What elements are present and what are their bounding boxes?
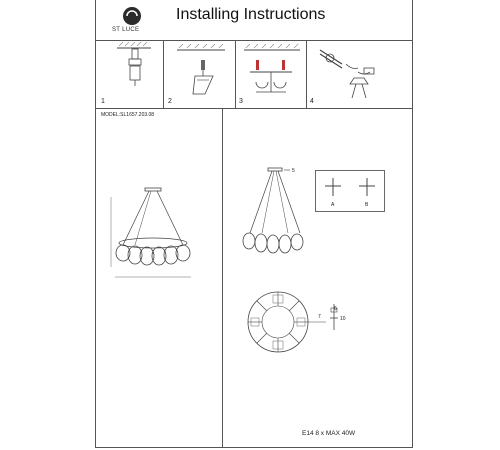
step-divider <box>163 40 164 108</box>
panel-divider <box>222 108 223 448</box>
step4-wiring-illustration <box>312 44 387 98</box>
page-title: Installing Instructions <box>176 6 326 23</box>
step-number: 4 <box>310 98 314 105</box>
step2-bracket-illustration <box>175 44 230 98</box>
dim-6: 6 <box>334 306 337 312</box>
brand-name: ST LUCE <box>112 27 140 33</box>
connector-detail-box <box>315 170 385 212</box>
product-dimension-drawing <box>105 185 215 290</box>
step-number: 2 <box>168 98 172 105</box>
steps-divider <box>95 108 413 109</box>
callout-5-label <box>290 164 302 174</box>
step3-canopy-illustration <box>242 44 302 98</box>
fixture-assembly-drawing <box>240 165 310 265</box>
plate-b-label: B <box>365 202 369 208</box>
exploded-ring-view <box>238 282 328 362</box>
dim-7: 7 <box>318 314 321 320</box>
step-number: 1 <box>101 98 105 105</box>
step-divider <box>235 40 236 108</box>
dim-10: 10 <box>340 316 346 322</box>
screw-detail <box>318 300 358 340</box>
callout-5: 5 <box>292 168 295 174</box>
step-divider <box>306 40 307 108</box>
model-number: MODEL:SL1657.203.08 <box>101 112 155 118</box>
step-number: 3 <box>239 98 243 105</box>
header-divider <box>95 40 413 41</box>
step1-ceiling-mount-illustration <box>115 44 155 94</box>
bulb-spec: E14 8 x MAX 40W <box>302 430 356 437</box>
plate-a-label: A <box>331 202 335 208</box>
